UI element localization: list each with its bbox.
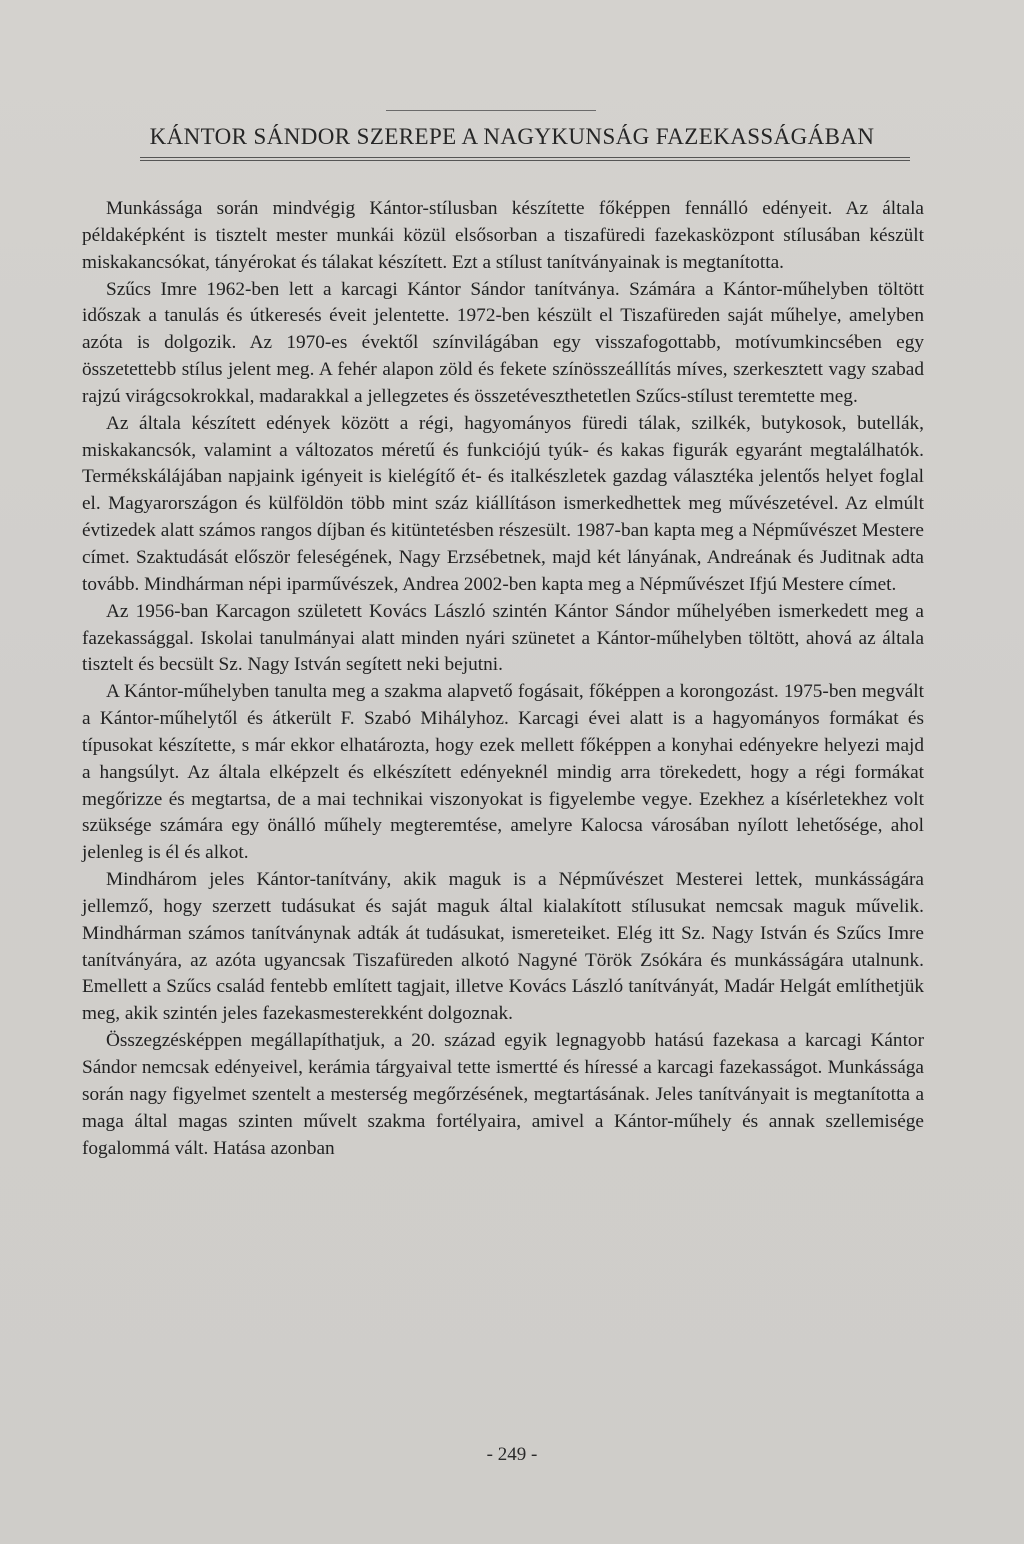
- paragraph-7: Összegzésképpen megállapíthatjuk, a 20. század egyik legnagyobb hatású fazekasa a karcagi Kántor Sándor nemcsak edényeivel, kerámia tárgyaival tette ismertté és híressé a karcagi fazekasságot. Munkássága során nagy figyelmet szentelt a mesterség megőrzésének, megtartásának. Jeles tanítványait is megtanította a maga által magas szinten művelt szakma fortélyaira, amivel a Kántor-műhely és annak szellemisége fogalommá vált. Hatása azonban: [82, 1030, 924, 1159]
- paragraph-6: Mindhárom jeles Kántor-tanítvány, akik maguk is a Népművészet Mesterei lettek, munkásságára jellemző, hogy szerzett tudásukat és saját maguk által kialakított stílusukat nemcsak maguk művelik. Mindhárman számos tanítványnak adták át tudásukat, ismereteiket. Elég itt Sz. Nagy István és Szűcs Imre tanítványára, az azóta ugyancsak Tiszafüreden alkotó Nagyné Török Zsókára és munkásságára utalnunk. Emellett a Szűcs család fentebb említett tagjait, illetve Kovács László tanítványát, Madár Helgát említhetjük meg, akik szintén jeles fazekasmesterekként dolgoznak.: [82, 869, 924, 1025]
- header-rule-double: [140, 157, 910, 161]
- header-rule-top: [386, 110, 596, 111]
- paragraph-4: Az 1956-ban Karcagon született Kovács László szintén Kántor Sándor műhelyében ismerkedett meg a fazekassággal. Iskolai tanulmányai alatt minden nyári szünetet a Kántor-műhelyben töltött, ahová az általa tisztelt és becsült Sz. Nagy István segített neki bejutni.: [82, 600, 924, 676]
- paragraph-5: A Kántor-műhelyben tanulta meg a szakma alapvető fogásait, főképpen a korongozást. 1975-ben megvált a Kántor-műhelytől és átkerült F. Szabó Mihályhoz. Karcagi évei alatt is a hagyományos formákat és típusokat készítette, s már ekkor elhatározta, hogy ezek mellett főképpen a konyhai edényekre helyezi majd a hangsúlyt. Az általa elképzelt és elkészített edényeknél mindig arra törekedett, hogy a régi formákat megőrizze és megtartsa, de a mai technikai viszonyokat is figyelembe vegye. Ezekhez a kísérletekhez volt szüksége számára egy önálló műhely megteremtése, amelyre Kalocsa városában nyílott lehetősége, ahol jelenleg is él és alkot.: [82, 681, 924, 864]
- body-text: [82, 196, 924, 1162]
- paragraph-2: Szűcs Imre 1962-ben lett a karcagi Kántor Sándor tanítványa. Számára a Kántor-műhelyben töltött időszak a tanulás és útkeresés éveit jelentette. 1972-ben készült el Tiszafüreden saját műhelye, amelyben azóta is dolgozik. Az 1970-es évektől színvilágában egy visszafogottabb, motívumkincsében egy összetettebb stílus jelent meg. A fehér alapon zöld és fekete színösszeállítás míves, szerkesztett vagy szabad rajzú virágcsokrokkal, madarakkal a jellegzetes és összetéveszthetetlen Szűcs-stílust teremtette meg.: [82, 278, 924, 407]
- running-head: KÁNTOR SÁNDOR SZEREPE A NAGYKUNSÁG FAZEKASSÁGÁBAN: [149, 124, 875, 149]
- page-number: - 249 -: [486, 1444, 538, 1465]
- paragraph-1: Munkássága során mindvégig Kántor-stílusban készítette főképpen fennálló edényeit. Az általa példaképként is tisztelt mester munkái közül elsősorban a tiszafüredi fazekasközpont stílusában készült miskakancsókat, tányérokat és tálakat készített. Ezt a stílust tanítványainak is megtanította.: [82, 198, 924, 273]
- paragraph-3: Az általa készített edények között a régi, hagyományos füredi tálak, szilkék, butykosok, butellák, miskakancsók, valamint a változatos méretű és funkciójú tyúk- és kakas figurák egyaránt megtalálhatók. Termékskálájában napjaink igényeit is kielégítő ét- és italkészletek gazdag választéka jelentős helyet foglal el. Magyarországon és külföldön több mint száz kiállításon ismerkedhettek meg művészetével. Az elmúlt évtizedek alatt számos rangos díjban és kitüntetésben részesült. 1987-ban kapta meg a Népművészet Mestere címet. Szaktudását először feleségének, Nagy Erzsébetnek, majd két lányának, Andreának és Juditnak adta tovább. Mindhárman népi iparművészek, Andrea 2002-ben kapta meg a Népművészet Ifjú Mestere címet.: [82, 412, 924, 595]
